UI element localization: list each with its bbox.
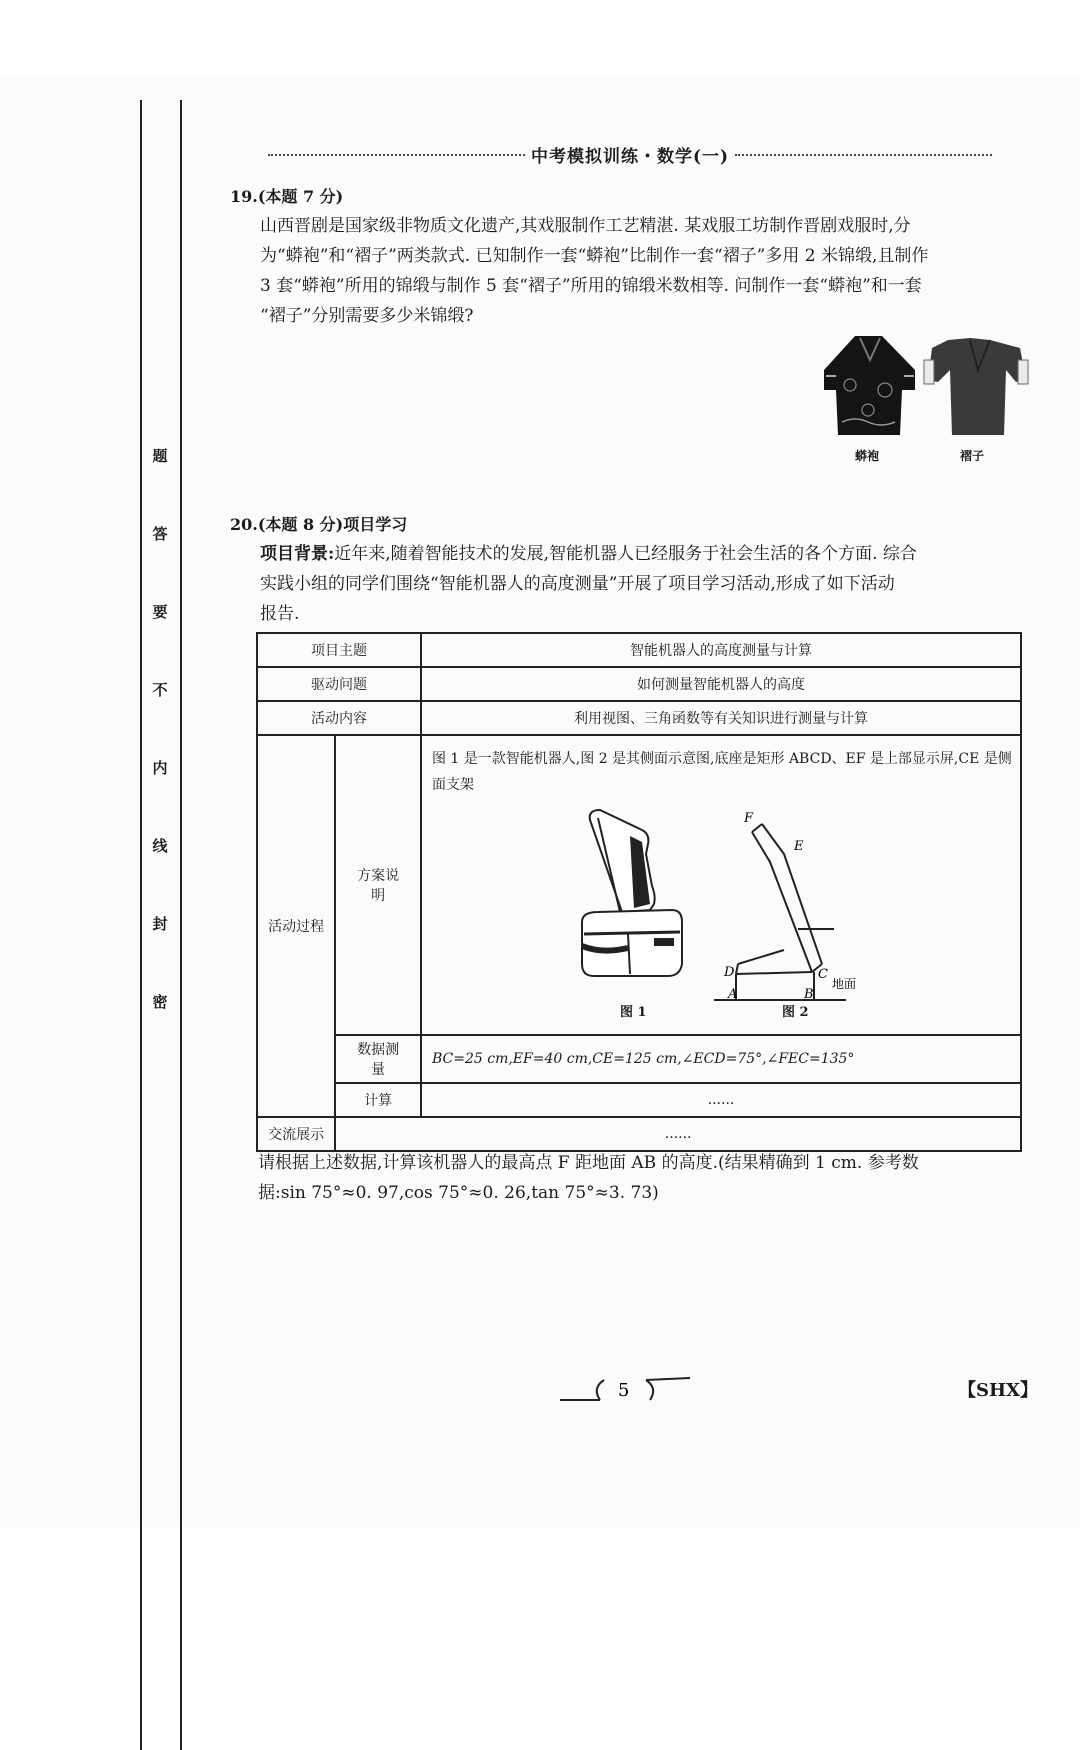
show-label: 交流展示	[257, 1117, 335, 1151]
show-value: ......	[335, 1117, 1021, 1151]
background-text: 近年来,随着智能技术的发展,智能机器人已经服务于社会生活的各个方面. 综合	[334, 544, 917, 564]
q19-line: “褶子”分别需要多少米锦缎?	[260, 306, 474, 326]
question-line: 请根据上述数据,计算该机器人的最高点 F 距地面 AB 的高度.(结果精确到 1 cm. 参考数	[258, 1153, 919, 1173]
q20-background	[260, 539, 1030, 629]
q19-line: 山西晋剧是国家级非物质文化遗产,其戏服制作工艺精湛. 某戏服工坊制作晋剧戏服时,分	[260, 216, 911, 236]
margin-char: 密	[152, 993, 168, 1011]
mangpao-robe-image	[824, 336, 915, 435]
page-number-mark	[560, 1370, 700, 1410]
margin-char: 题	[152, 447, 168, 465]
margin-char: 不	[152, 681, 168, 699]
label-a: A	[727, 987, 738, 1002]
row-label: 项目主题	[257, 633, 421, 667]
label-e: E	[793, 839, 804, 854]
row-value: 智能机器人的高度测量与计算	[421, 633, 1021, 667]
header-title: 中考模拟训练・数学(一)	[530, 147, 730, 167]
label-ground: 地面	[831, 977, 856, 991]
background-title: 项目背景:	[260, 544, 335, 564]
q20-number: 20.(本题 8 分)项目学习	[230, 515, 408, 534]
row-value: 利用视图、三角函数等有关知识进行测量与计算	[421, 701, 1021, 735]
calc-value: ......	[421, 1083, 1021, 1117]
mangpao-caption: 蟒袍	[855, 449, 880, 463]
data-value: BC=25 cm,EF=40 cm,CE=125 cm,∠ECD=75°,∠FEC=135°	[421, 1035, 1021, 1083]
page-number: 5	[618, 1380, 630, 1401]
zhezi-caption: 褶子	[960, 449, 985, 463]
margin-char: 答	[152, 525, 168, 543]
screen-top	[752, 824, 762, 832]
margin-char: 内	[152, 759, 168, 777]
label-c: C	[817, 967, 828, 982]
data-label: 数据测量	[335, 1035, 421, 1083]
plan-label: 方案说明	[335, 735, 421, 1035]
row-value: 如何测量智能机器人的高度	[421, 667, 1021, 701]
label-f: F	[743, 811, 754, 826]
process-label: 活动过程	[257, 735, 335, 1117]
label-d: D	[723, 965, 735, 980]
robot-figures	[432, 804, 1012, 1034]
q19-line: 3 套“蟒袍”所用的锦缎与制作 5 套“褶子”所用的锦缎米数相等. 问制作一套“蟒袍”和一套	[260, 276, 922, 296]
base-top-dc	[736, 972, 812, 974]
margin-line-left	[140, 100, 142, 1750]
q20-background-line: 实践小组的同学们围绕“智能机器人的高度测量”开展了项目学习活动,形成了如下活动	[260, 574, 895, 594]
table-row	[257, 1117, 1021, 1151]
header-dots-left	[268, 154, 525, 156]
margin-char: 要	[152, 603, 168, 621]
activity-report-table	[256, 632, 1022, 1152]
table-row	[257, 735, 1021, 1035]
exam-code: 【SHX】	[958, 1380, 1038, 1401]
robot-figure-1	[572, 804, 702, 986]
support-inner-edge	[762, 824, 822, 964]
fig2-caption: 图 2	[781, 1005, 809, 1020]
table-row	[257, 667, 1021, 701]
q20-background-line	[260, 539, 1030, 569]
table-row	[257, 633, 1021, 667]
costume-figure	[820, 330, 1030, 470]
margin-char: 封	[152, 915, 168, 933]
q19-number: 19.(本题 7 分)	[230, 187, 344, 206]
fig1-caption: 图 1	[619, 1005, 647, 1020]
table-row	[257, 1083, 1021, 1117]
plan-text: 图 1 是一款智能机器人,图 2 是其侧面示意图,底座是矩形 ABCD、EF 是上部显示屏,CE 是侧面支架	[431, 751, 1012, 793]
row-label: 驱动问题	[257, 667, 421, 701]
margin-char: 线	[152, 837, 168, 855]
page-header	[268, 142, 992, 167]
q19-text	[260, 211, 1030, 331]
plan-description	[421, 735, 1021, 1035]
label-b: B	[803, 987, 814, 1002]
binding-margin-text	[148, 445, 172, 1069]
table-row	[257, 701, 1021, 735]
zhezi-robe-image	[924, 338, 1028, 435]
margin-line-right	[180, 100, 182, 1750]
table-row	[257, 1035, 1021, 1083]
q20-background-line: 报告.	[260, 604, 300, 624]
q20-question	[258, 1148, 1030, 1208]
bracket	[738, 950, 784, 964]
q19-line: 为“蟒袍”和“褶子”两类款式. 已知制作一套“蟒袍”比制作一套“褶子”多用 2 米锦缎,且制作	[260, 246, 929, 266]
header-dots-right	[735, 154, 992, 156]
row-label: 活动内容	[257, 701, 421, 735]
calc-label: 计算	[335, 1083, 421, 1117]
side-view-figure-2	[704, 804, 894, 1004]
question-line: 据:sin 75°≈0. 97,cos 75°≈0. 26,tan 75°≈3. 73)	[258, 1183, 659, 1203]
